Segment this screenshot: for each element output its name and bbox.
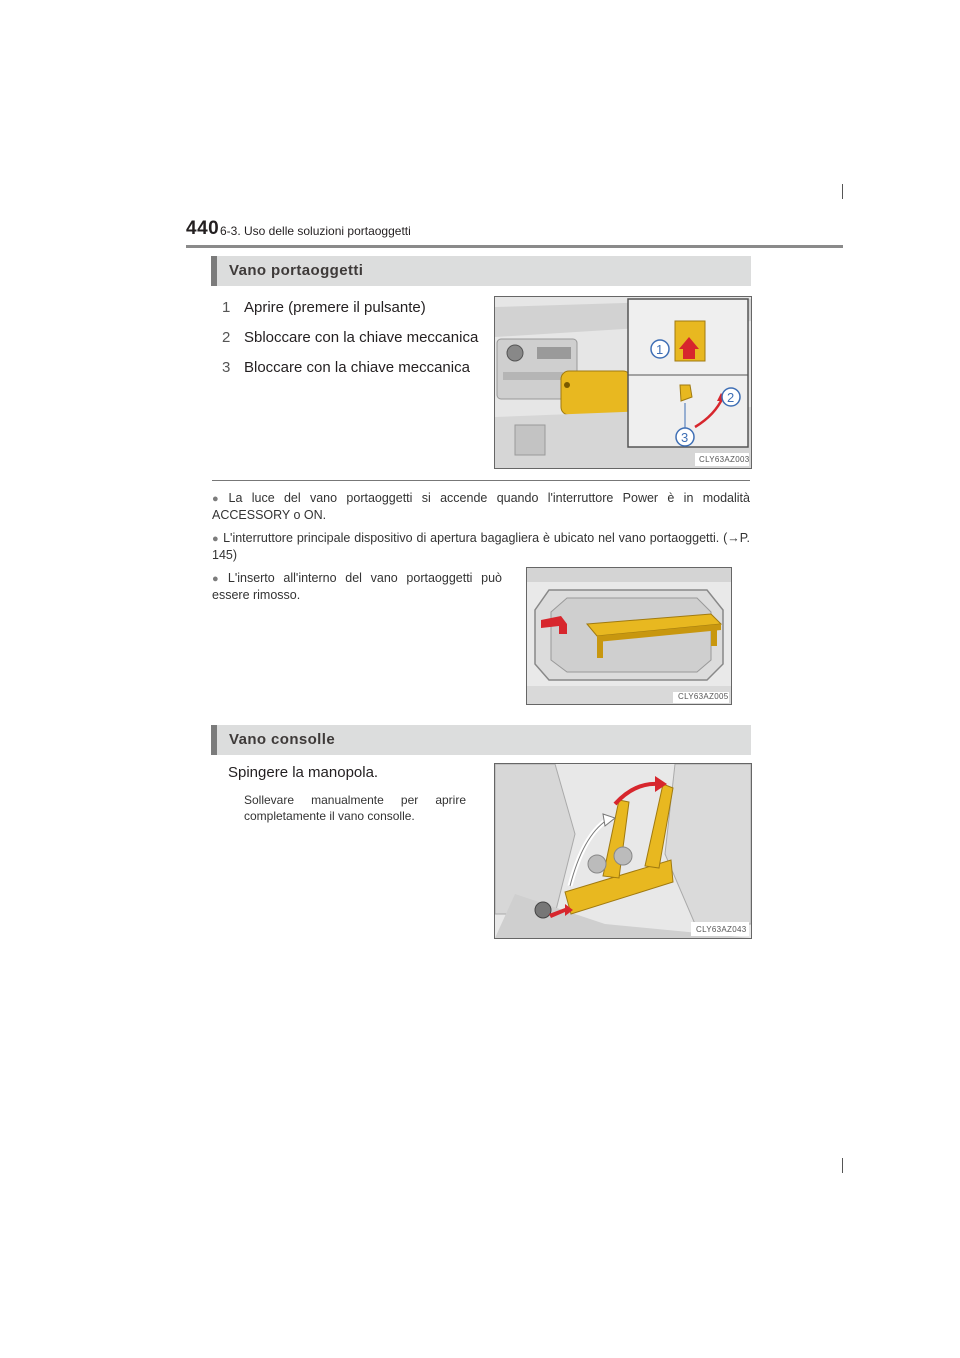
callout-1: 1: [656, 342, 664, 357]
note-item: [212, 490, 750, 523]
section-heading-glovebox: Vano portaoggetti: [229, 262, 364, 279]
note-text: L'inserto all'interno del vano portaoggetti può essere rimosso.: [212, 571, 502, 602]
console-illustration: [494, 763, 752, 939]
bullet-icon: ●: [212, 533, 220, 545]
callout-3: 3: [681, 430, 689, 445]
console-step-text: Spingere la manopola.: [228, 764, 379, 781]
callout-2: 2: [727, 390, 735, 405]
step-item: [222, 292, 492, 322]
crop-mark-top: [842, 184, 843, 199]
bullet-icon: ●: [212, 493, 225, 505]
figure-code: CLY63AZ043: [696, 925, 747, 934]
note-text: L'interruttore principale dispositivo di apertura bagagliera è ubicato nel vano portaoggetti. (→P. 145): [212, 531, 750, 562]
section-heading-console: Vano consolle: [229, 731, 336, 748]
section-bar-console: [211, 725, 751, 755]
glovebox-illustration: [494, 296, 752, 469]
header-rule: [186, 245, 843, 248]
note-text: La luce del vano portaoggetti si accende quando l'interruttore Power è in modalità ACCESSORY o ON.: [212, 491, 750, 522]
step-text: Aprire (premere il pulsante): [244, 298, 426, 316]
section-bar-glovebox: [211, 256, 751, 286]
step-item: [222, 352, 492, 382]
note-item: [212, 530, 750, 563]
bullet-icon: ●: [212, 573, 224, 585]
crop-mark-bottom: [842, 1158, 843, 1173]
note-item: [212, 570, 502, 603]
glovebox-insert-illustration: [526, 567, 732, 705]
step-list-glovebox: [222, 292, 492, 382]
step-item: [222, 322, 492, 352]
page-number: 440: [186, 218, 220, 239]
step-number: 2: [222, 328, 231, 346]
figure-code: CLY63AZ003: [699, 455, 750, 464]
section-divider: [212, 480, 750, 481]
figure-code: CLY63AZ005: [678, 692, 729, 701]
step-number: 1: [222, 298, 231, 316]
step-number: 3: [222, 358, 231, 376]
step-text: Bloccare con la chiave meccanica: [244, 358, 470, 376]
section-title: 6-3. Uso delle soluzioni portaoggetti: [220, 224, 411, 238]
console-sub-text: Sollevare manualmente per aprire completamente il vano consolle.: [244, 793, 466, 823]
step-text: Sbloccare con la chiave meccanica: [244, 328, 479, 346]
